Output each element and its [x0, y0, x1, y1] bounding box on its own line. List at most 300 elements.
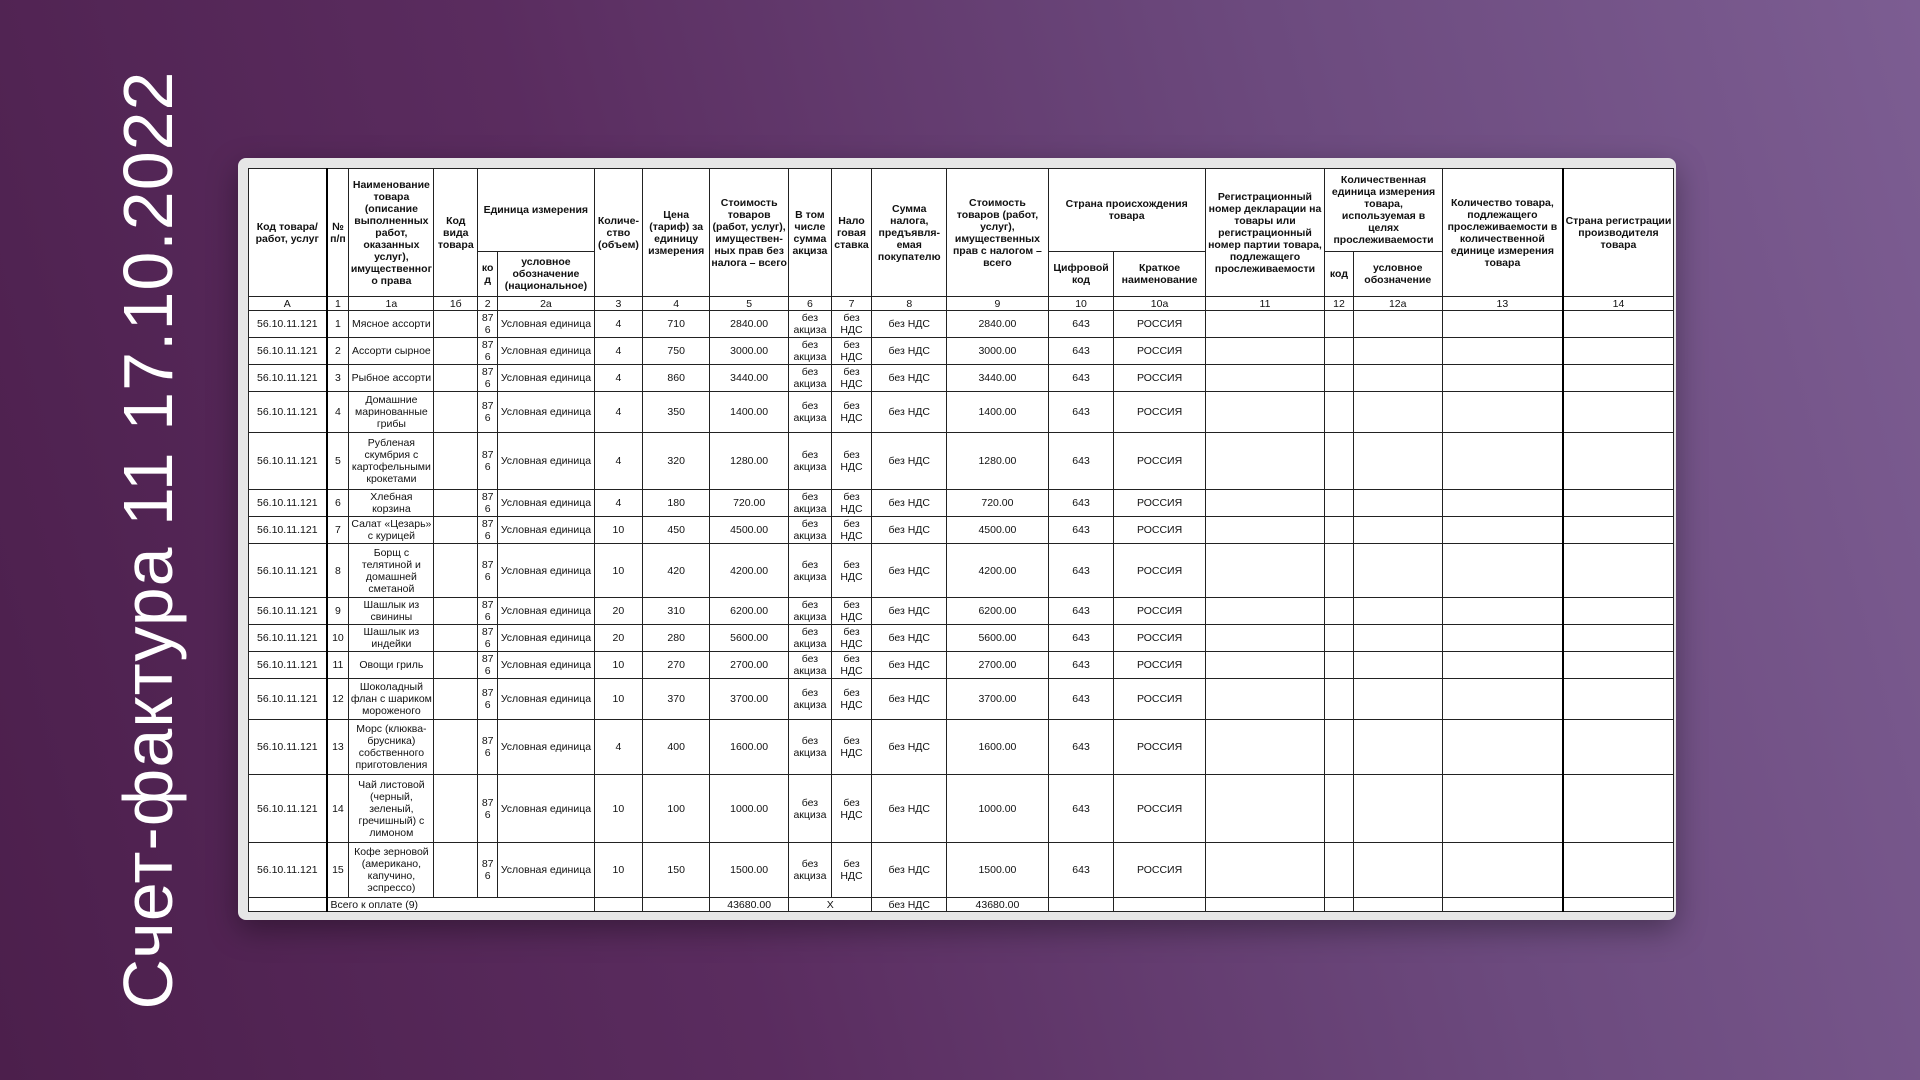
item-excise: без акциза [789, 679, 832, 720]
table-row [249, 490, 1674, 517]
item-unit-code: 876 [478, 392, 498, 433]
item-country-code: 643 [1048, 392, 1114, 433]
item-trace-code [1325, 311, 1353, 338]
item-qty: 10 [594, 775, 643, 843]
item-total: 4500.00 [947, 517, 1048, 544]
item-number: 9 [327, 598, 349, 625]
item-kind [434, 365, 478, 392]
item-country-code: 643 [1048, 490, 1114, 517]
item-trace-qty [1442, 625, 1563, 652]
item-kind [434, 311, 478, 338]
column-number: 12 [1325, 297, 1353, 311]
item-country-name: РОССИЯ [1114, 843, 1205, 898]
item-kind [434, 433, 478, 490]
item-number: 15 [327, 843, 349, 898]
item-cost: 1000.00 [710, 775, 789, 843]
item-kind [434, 625, 478, 652]
item-country-name: РОССИЯ [1114, 433, 1205, 490]
item-country-name: РОССИЯ [1114, 720, 1205, 775]
item-country-name: РОССИЯ [1114, 365, 1205, 392]
item-number: 3 [327, 365, 349, 392]
item-cost: 2700.00 [710, 652, 789, 679]
header-qty: Количе-ство (объем) [594, 169, 643, 297]
item-code: 56.10.11.121 [249, 490, 327, 517]
item-number: 10 [327, 625, 349, 652]
total-empty-cell [1353, 898, 1442, 912]
item-trace-qty [1442, 843, 1563, 898]
item-unit-code: 876 [478, 338, 498, 365]
item-total: 3440.00 [947, 365, 1048, 392]
column-number: 13 [1442, 297, 1563, 311]
item-trace-name [1353, 392, 1442, 433]
item-country-name: РОССИЯ [1114, 679, 1205, 720]
item-trace-qty [1442, 311, 1563, 338]
item-tax: без НДС [872, 625, 947, 652]
item-reg-country [1563, 433, 1674, 490]
item-trace-code [1325, 544, 1353, 598]
item-country-name: РОССИЯ [1114, 338, 1205, 365]
item-reg-num [1205, 598, 1325, 625]
header-unit-name: условное обозначение (национальное) [498, 252, 594, 297]
item-code: 56.10.11.121 [249, 775, 327, 843]
item-country-name: РОССИЯ [1114, 544, 1205, 598]
item-excise: без акциза [789, 625, 832, 652]
item-cost: 2840.00 [710, 311, 789, 338]
column-number: 12а [1353, 297, 1442, 311]
item-kind [434, 544, 478, 598]
header-rate: Нало говая ставка [831, 169, 872, 297]
item-trace-code [1325, 365, 1353, 392]
item-trace-qty [1442, 490, 1563, 517]
item-qty: 10 [594, 517, 643, 544]
item-trace-name [1353, 517, 1442, 544]
item-trace-name [1353, 433, 1442, 490]
item-trace-code [1325, 679, 1353, 720]
item-rate: без НДС [831, 490, 872, 517]
item-trace-name [1353, 775, 1442, 843]
item-country-code: 643 [1048, 625, 1114, 652]
item-number: 13 [327, 720, 349, 775]
item-cost: 720.00 [710, 490, 789, 517]
item-unit: Условная единица [498, 544, 594, 598]
item-trace-name [1353, 311, 1442, 338]
item-country-code: 643 [1048, 517, 1114, 544]
item-name: Мясное ассорти [349, 311, 434, 338]
item-unit-code: 876 [478, 598, 498, 625]
item-reg-num [1205, 679, 1325, 720]
item-trace-qty [1442, 392, 1563, 433]
item-total: 1000.00 [947, 775, 1048, 843]
table-row [249, 598, 1674, 625]
item-name: Кофе зерновой (американо, капучино, эспрессо) [349, 843, 434, 898]
item-price: 150 [643, 843, 710, 898]
item-country-code: 643 [1048, 843, 1114, 898]
header-cost-with-tax: Стоимость товаров (работ, услуг), имущественных прав с налогом – всего [947, 169, 1048, 297]
item-trace-qty [1442, 775, 1563, 843]
item-total: 3000.00 [947, 338, 1048, 365]
item-number: 6 [327, 490, 349, 517]
item-reg-num [1205, 517, 1325, 544]
item-rate: без НДС [831, 843, 872, 898]
item-qty: 4 [594, 311, 643, 338]
total-empty-cell [643, 898, 710, 912]
item-code: 56.10.11.121 [249, 625, 327, 652]
item-name: Шашлык из индейки [349, 625, 434, 652]
item-number: 5 [327, 433, 349, 490]
total-cost: 43680.00 [710, 898, 789, 912]
item-code: 56.10.11.121 [249, 392, 327, 433]
item-code: 56.10.11.121 [249, 843, 327, 898]
item-code: 56.10.11.121 [249, 598, 327, 625]
item-reg-country [1563, 598, 1674, 625]
item-unit: Условная единица [498, 338, 594, 365]
item-price: 750 [643, 338, 710, 365]
total-empty-cell [1563, 898, 1674, 912]
item-country-code: 643 [1048, 365, 1114, 392]
item-cost: 3700.00 [710, 679, 789, 720]
item-total: 1500.00 [947, 843, 1048, 898]
item-rate: без НДС [831, 544, 872, 598]
item-trace-qty [1442, 598, 1563, 625]
item-name: Рыбное ассорти [349, 365, 434, 392]
item-qty: 4 [594, 490, 643, 517]
item-code: 56.10.11.121 [249, 311, 327, 338]
invoice-table-wrapper [248, 168, 1674, 912]
item-trace-qty [1442, 433, 1563, 490]
item-kind [434, 598, 478, 625]
item-kind [434, 652, 478, 679]
header-country-name: Краткое наименование [1114, 252, 1205, 297]
item-unit: Условная единица [498, 311, 594, 338]
item-qty: 4 [594, 720, 643, 775]
item-kind [434, 775, 478, 843]
item-rate: без НДС [831, 517, 872, 544]
item-unit-code: 876 [478, 490, 498, 517]
item-cost: 6200.00 [710, 598, 789, 625]
item-tax: без НДС [872, 843, 947, 898]
item-price: 310 [643, 598, 710, 625]
item-price: 270 [643, 652, 710, 679]
header-reg-country: Страна регистрации производителя товара [1563, 169, 1674, 297]
item-reg-country [1563, 365, 1674, 392]
item-trace-name [1353, 625, 1442, 652]
item-trace-name [1353, 338, 1442, 365]
item-tax: без НДС [872, 652, 947, 679]
item-tax: без НДС [872, 544, 947, 598]
item-cost: 4500.00 [710, 517, 789, 544]
item-number: 1 [327, 311, 349, 338]
item-country-code: 643 [1048, 679, 1114, 720]
item-country-name: РОССИЯ [1114, 625, 1205, 652]
column-number: 7 [831, 297, 872, 311]
item-tax: без НДС [872, 598, 947, 625]
item-trace-name [1353, 652, 1442, 679]
item-country-name: РОССИЯ [1114, 598, 1205, 625]
item-country-name: РОССИЯ [1114, 311, 1205, 338]
item-price: 280 [643, 625, 710, 652]
item-reg-country [1563, 720, 1674, 775]
item-number: 2 [327, 338, 349, 365]
item-qty: 4 [594, 338, 643, 365]
header-reg-num: Регистрационный номер декларации на товары или регистрационный номер партии товара, подлежащего прослеживаемости [1205, 169, 1325, 297]
item-price: 320 [643, 433, 710, 490]
item-unit-code: 876 [478, 544, 498, 598]
item-qty: 4 [594, 392, 643, 433]
item-trace-qty [1442, 720, 1563, 775]
item-excise: без акциза [789, 490, 832, 517]
item-rate: без НДС [831, 775, 872, 843]
item-trace-qty [1442, 517, 1563, 544]
item-unit: Условная единица [498, 775, 594, 843]
item-rate: без НДС [831, 433, 872, 490]
table-row [249, 775, 1674, 843]
item-name: Салат «Цезарь» с курицей [349, 517, 434, 544]
item-kind [434, 338, 478, 365]
item-qty: 10 [594, 652, 643, 679]
item-trace-qty [1442, 544, 1563, 598]
item-reg-country [1563, 490, 1674, 517]
item-trace-code [1325, 517, 1353, 544]
item-trace-code [1325, 338, 1353, 365]
column-numbers-row [249, 297, 1674, 311]
item-total: 3700.00 [947, 679, 1048, 720]
item-price: 180 [643, 490, 710, 517]
header-price: Цена (тариф) за единицу измерения [643, 169, 710, 297]
item-kind [434, 392, 478, 433]
table-row [249, 311, 1674, 338]
item-unit: Условная единица [498, 679, 594, 720]
item-tax: без НДС [872, 365, 947, 392]
item-tax: без НДС [872, 517, 947, 544]
column-number: 10 [1048, 297, 1114, 311]
item-excise: без акциза [789, 365, 832, 392]
item-reg-num [1205, 365, 1325, 392]
item-country-code: 643 [1048, 311, 1114, 338]
item-kind [434, 517, 478, 544]
item-excise: без акциза [789, 311, 832, 338]
item-name: Хлебная корзина [349, 490, 434, 517]
item-price: 400 [643, 720, 710, 775]
item-reg-num [1205, 338, 1325, 365]
item-name: Шашлык из свинины [349, 598, 434, 625]
item-price: 860 [643, 365, 710, 392]
total-tax: без НДС [872, 898, 947, 912]
column-number: 1б [434, 297, 478, 311]
item-reg-num [1205, 311, 1325, 338]
item-trace-code [1325, 652, 1353, 679]
item-rate: без НДС [831, 311, 872, 338]
item-unit-code: 876 [478, 517, 498, 544]
item-country-code: 643 [1048, 544, 1114, 598]
table-row [249, 720, 1674, 775]
item-tax: без НДС [872, 720, 947, 775]
item-trace-qty [1442, 365, 1563, 392]
item-code: 56.10.11.121 [249, 338, 327, 365]
item-unit: Условная единица [498, 490, 594, 517]
item-unit-code: 876 [478, 720, 498, 775]
item-reg-num [1205, 544, 1325, 598]
item-reg-num [1205, 392, 1325, 433]
header-kind: Код вида товара [434, 169, 478, 297]
table-row [249, 433, 1674, 490]
item-trace-name [1353, 843, 1442, 898]
table-row [249, 544, 1674, 598]
item-trace-name [1353, 490, 1442, 517]
item-reg-num [1205, 720, 1325, 775]
item-code: 56.10.11.121 [249, 652, 327, 679]
item-excise: без акциза [789, 338, 832, 365]
item-price: 420 [643, 544, 710, 598]
table-row [249, 679, 1674, 720]
item-number: 11 [327, 652, 349, 679]
item-unit-code: 876 [478, 625, 498, 652]
item-cost: 3000.00 [710, 338, 789, 365]
item-country-name: РОССИЯ [1114, 517, 1205, 544]
item-unit-code: 876 [478, 775, 498, 843]
column-number: 9 [947, 297, 1048, 311]
item-code: 56.10.11.121 [249, 679, 327, 720]
total-label: Всего к оплате (9) [327, 898, 595, 912]
item-tax: без НДС [872, 490, 947, 517]
total-empty-cell [1205, 898, 1325, 912]
item-qty: 20 [594, 598, 643, 625]
item-unit: Условная единица [498, 392, 594, 433]
item-country-code: 643 [1048, 433, 1114, 490]
table-row [249, 365, 1674, 392]
item-country-code: 643 [1048, 598, 1114, 625]
item-reg-country [1563, 392, 1674, 433]
item-excise: без акциза [789, 517, 832, 544]
item-unit: Условная единица [498, 843, 594, 898]
item-code: 56.10.11.121 [249, 720, 327, 775]
item-country-name: РОССИЯ [1114, 392, 1205, 433]
item-reg-country [1563, 625, 1674, 652]
item-trace-code [1325, 775, 1353, 843]
item-unit: Условная единица [498, 652, 594, 679]
item-total: 4200.00 [947, 544, 1048, 598]
column-number: 6 [789, 297, 832, 311]
header-excise: В том числе сумма акциза [789, 169, 832, 297]
item-unit: Условная единица [498, 517, 594, 544]
column-number: 3 [594, 297, 643, 311]
table-row [249, 843, 1674, 898]
item-unit: Условная единица [498, 365, 594, 392]
item-tax: без НДС [872, 338, 947, 365]
item-reg-country [1563, 338, 1674, 365]
item-kind [434, 679, 478, 720]
invoice-sheet [248, 168, 1674, 912]
total-sum: 43680.00 [947, 898, 1048, 912]
item-tax: без НДС [872, 775, 947, 843]
item-price: 450 [643, 517, 710, 544]
item-name: Домашние маринованные грибы [349, 392, 434, 433]
total-empty-cell [1325, 898, 1353, 912]
header-unit-code: код [478, 252, 498, 297]
column-number: 4 [643, 297, 710, 311]
item-unit-code: 876 [478, 652, 498, 679]
header-country-code: Цифровой код [1048, 252, 1114, 297]
item-price: 370 [643, 679, 710, 720]
total-row [249, 898, 1674, 912]
item-trace-qty [1442, 679, 1563, 720]
item-excise: без акциза [789, 720, 832, 775]
total-empty-cell [1048, 898, 1114, 912]
item-cost: 1280.00 [710, 433, 789, 490]
item-total: 2700.00 [947, 652, 1048, 679]
item-rate: без НДС [831, 392, 872, 433]
item-code: 56.10.11.121 [249, 517, 327, 544]
total-empty-cell [1114, 898, 1205, 912]
total-empty-cell [594, 898, 643, 912]
table-row [249, 517, 1674, 544]
item-excise: без акциза [789, 775, 832, 843]
item-excise: без акциза [789, 598, 832, 625]
item-code: 56.10.11.121 [249, 544, 327, 598]
item-unit-code: 876 [478, 433, 498, 490]
item-rate: без НДС [831, 598, 872, 625]
header-unit: Единица измерения [478, 169, 595, 252]
column-number: 2 [478, 297, 498, 311]
column-number: 14 [1563, 297, 1674, 311]
item-cost: 1600.00 [710, 720, 789, 775]
item-price: 710 [643, 311, 710, 338]
slide-title: Счет-фактура 11 17.10.2022 [109, 70, 187, 1010]
item-reg-country [1563, 775, 1674, 843]
total-excise: X [789, 898, 872, 912]
header-tax-sum: Сумма налога, предъявля-емая покупателю [872, 169, 947, 297]
item-qty: 10 [594, 679, 643, 720]
item-number: 7 [327, 517, 349, 544]
item-number: 12 [327, 679, 349, 720]
item-cost: 1500.00 [710, 843, 789, 898]
column-number: 10а [1114, 297, 1205, 311]
item-price: 100 [643, 775, 710, 843]
item-reg-country [1563, 544, 1674, 598]
item-reg-country [1563, 843, 1674, 898]
item-country-code: 643 [1048, 338, 1114, 365]
item-country-name: РОССИЯ [1114, 775, 1205, 843]
item-number: 14 [327, 775, 349, 843]
table-row [249, 652, 1674, 679]
item-rate: без НДС [831, 625, 872, 652]
item-country-code: 643 [1048, 775, 1114, 843]
item-trace-code [1325, 720, 1353, 775]
item-country-code: 643 [1048, 652, 1114, 679]
total-empty-cell [1442, 898, 1563, 912]
item-total: 1600.00 [947, 720, 1048, 775]
item-name: Ассорти сырное [349, 338, 434, 365]
item-trace-name [1353, 598, 1442, 625]
item-name: Рубленая скумбрия с картофельными крокетами [349, 433, 434, 490]
item-unit: Условная единица [498, 598, 594, 625]
header-cost-no-tax: Стоимость товаров (работ, услуг), имуществен-ных прав без налога – всего [710, 169, 789, 297]
column-number: 8 [872, 297, 947, 311]
table-row [249, 338, 1674, 365]
item-reg-country [1563, 517, 1674, 544]
item-country-code: 643 [1048, 720, 1114, 775]
table-row [249, 625, 1674, 652]
column-number: 2а [498, 297, 594, 311]
item-name: Морс (клюква-брусника) собственного приготовления [349, 720, 434, 775]
item-name: Овощи гриль [349, 652, 434, 679]
item-tax: без НДС [872, 433, 947, 490]
header-trace-name: условное обозначение [1353, 252, 1442, 297]
column-number: 5 [710, 297, 789, 311]
item-trace-code [1325, 490, 1353, 517]
item-cost: 5600.00 [710, 625, 789, 652]
item-country-name: РОССИЯ [1114, 652, 1205, 679]
item-rate: без НДС [831, 365, 872, 392]
